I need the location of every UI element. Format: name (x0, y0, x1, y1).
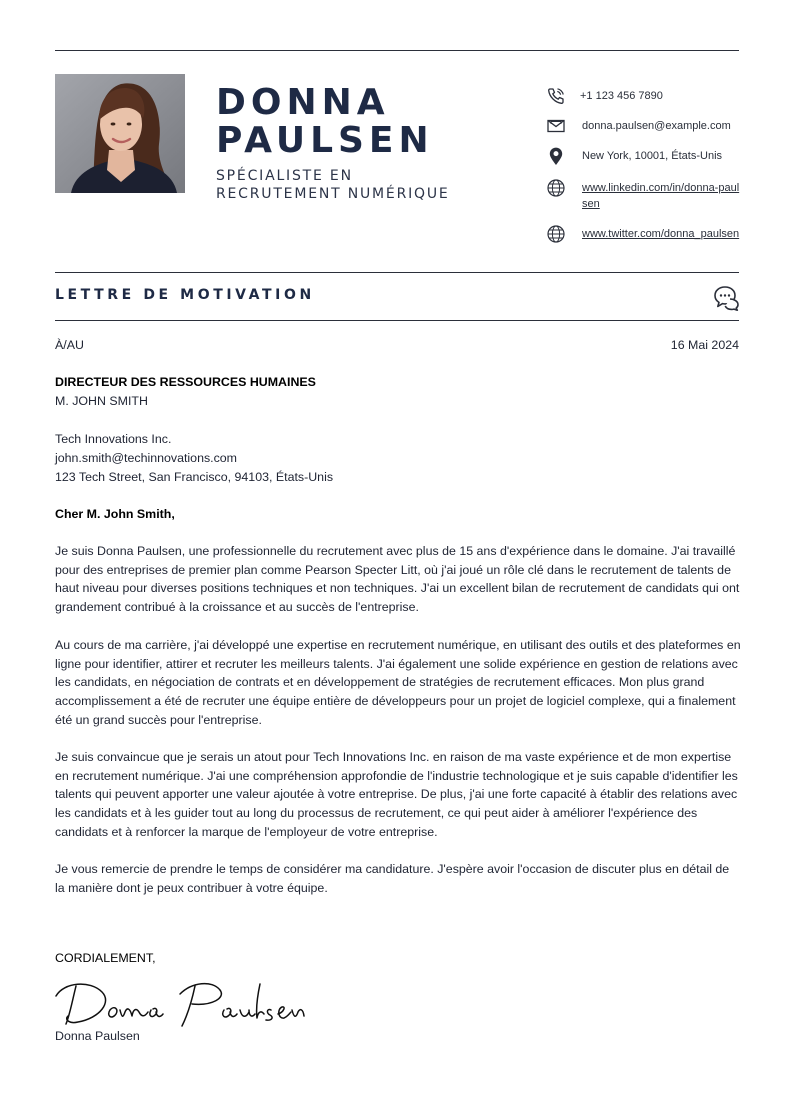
letter-date: 16 Mai 2024 (670, 338, 739, 352)
letter-paragraph: Au cours de ma carrière, j'ai développé une expertise en recrutement numérique, en utilisant des outils et des plateformes en ligne pour identifier, attirer et recruter les meilleurs talents. J'ai également une solide expérience en gestion de relations avec les candidats, en négociation de contrats et en développement de stratégies de recrutement efficaces. Mon plus grand accomplissement a été de recruter une équipe entière de développeurs pour un projet de logiciel complexe, qui a finalement été un grand succès pour l'entreprise. (55, 638, 741, 727)
email-text: donna.paulsen@example.com (582, 120, 731, 132)
letter-paragraph: Je vous remercie de prendre le temps de considérer ma candidature. J'espère avoir l'occasion de discuter plus en détail de la manière dont je peux contribuer à votre équipe. (55, 862, 730, 895)
section-title: LETTRE DE MOTIVATION (55, 287, 315, 303)
signer-name: Donna Paulsen (55, 1029, 140, 1043)
job-title-line2: RECRUTEMENT NUMÉRIQUE (216, 186, 450, 202)
job-title (216, 167, 450, 203)
closing: CORDIALEMENT, (55, 951, 156, 965)
section-divider-bottom (55, 320, 739, 321)
location-text: New York, 10001, États-Unis (582, 150, 723, 162)
phone-text: +1 123 456 7890 (580, 90, 663, 102)
phone-icon (546, 86, 566, 106)
candidate-name (216, 84, 434, 160)
recipient-name: M. JOHN SMITH (55, 394, 148, 408)
salutation: Cher M. John Smith, (55, 507, 175, 521)
letter-paragraph: Je suis convaincue que je serais un atout pour Tech Innovations Inc. en raison de ma vaste expérience et de mon expertise en recrutement numérique. J'ai une compréhension approfondie de l'industrie technologique et je suis capable d'identifier les talents qui peuvent apporter une valeur ajoutée à votre entreprise. De plus, j'ai une forte capacité à établir des relations avec les candidats et à les guider tout au long du processus de recrutement, ce qui peut aider à améliorer l'expérience des candidats et à renforcer la marque de l'employeur de votre entreprise. (55, 750, 738, 839)
job-title-line1: SPÉCIALISTE EN (216, 168, 353, 184)
company-email: john.smith@techinnovations.com (55, 451, 238, 465)
section-divider-top (55, 272, 739, 273)
twitter-link[interactable]: www.twitter.com/donna_paulsen (582, 228, 740, 240)
globe-icon (546, 178, 566, 198)
profile-photo (55, 74, 185, 193)
first-name: DONNA (216, 82, 390, 123)
company-address: 123 Tech Street, San Francisco, 94103, États-Unis (55, 470, 334, 484)
recipient-title: DIRECTEUR DES RESSOURCES HUMAINES (55, 375, 316, 389)
globe-icon (546, 224, 566, 244)
map-pin-icon (546, 146, 566, 166)
linkedin-link[interactable]: www.linkedin.com/in/donna-paulsen (582, 182, 740, 210)
envelope-icon (546, 116, 566, 136)
letter-paragraph: Je suis Donna Paulsen, une professionnelle du recrutement avec plus de 15 ans d'expérience dans le domaine. J'ai travaillé pour des entreprises de premier plan comme Pearson Specter Litt, où j'ai joué un rôle clé dans le recrutement de talents de haut niveau pour diverses positions techniques et non techniques. J'ai un excellent bilan de recrutement de candidats qui ont grandement contribué à la croissance et au succès de l'entreprise. (55, 544, 740, 615)
top-divider (55, 50, 739, 51)
company-name: Tech Innovations Inc. (55, 432, 172, 446)
signature-image (52, 972, 307, 1032)
recipient-label: À/AU (55, 338, 84, 352)
chat-bubbles-icon (713, 285, 741, 311)
last-name: PAULSEN (216, 120, 434, 161)
